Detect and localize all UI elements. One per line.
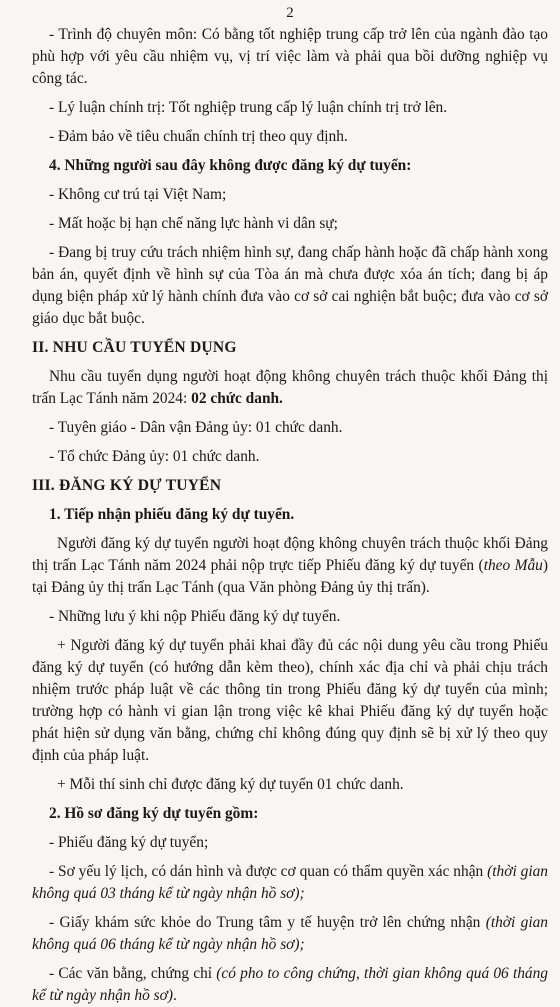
section-registration: III. ĐĂNG KÝ DỰ TUYỂN xyxy=(32,477,222,494)
recruitment-count: 02 chức danh. xyxy=(191,390,283,407)
requirement-political-theory: - Lý luận chính trị: Tốt nghiệp trung cấp lý luận chính trị trở lên. xyxy=(49,99,448,116)
dossier-certificates-end: . xyxy=(173,987,177,1004)
dossier-resume-a: - Sơ yếu lý lịch, có dán hình và được cơ quan có thẩm quyền xác nhận xyxy=(49,863,488,880)
dossier-resume-note: (thời gian không quá 03 tháng kể từ ngày nhận hồ sơ); xyxy=(32,863,548,902)
ineligible-capacity: - Mất hoặc bị hạn chế năng lực hành vi dân sự; xyxy=(49,215,338,232)
note-one-position: + Mỗi thí sinh chỉ được đăng ký dự tuyển 01 chức danh. xyxy=(57,776,404,793)
dossier-certificates xyxy=(32,963,548,1007)
dossier-resume xyxy=(32,861,548,905)
ineligible-residence: - Không cư trú tại Việt Nam; xyxy=(49,186,227,203)
recruitment-needs-body: Nhu cầu tuyển dụng người hoạt động không chuyên trách thuộc khối Đảng thị trấn Lạc Tánh năm 2024: xyxy=(32,368,548,407)
receive-form-text xyxy=(32,533,548,599)
dossier-form: - Phiếu đăng ký dự tuyển; xyxy=(49,834,209,851)
section-recruitment-needs: II. NHU CẦU TUYỂN DỤNG xyxy=(32,339,237,356)
receive-form-template: theo Mẫu xyxy=(483,557,543,574)
note-declaration: + Người đăng ký dự tuyển phải khai đầy đủ các nội dung yêu cầu trong Phiếu đăng ký dự tuyển (có hướng dẫn kèm theo), chính xác địa chỉ và phải chịu trách nhiệm trước pháp luật về các thông tin trong Phiếu đăng ký dự tuyển của mình; trường hợp có hành vi gian lận trong việc kê khai Phiếu đăng ký dự tuyển hoặc phát hiện sử dụng văn bằng, chứng chỉ không đúng quy định sẽ bị xử lý theo quy định của pháp luật. xyxy=(32,637,548,764)
heading-dossier: 2. Hồ sơ đăng ký dự tuyển gồm: xyxy=(49,805,259,822)
heading-receive-form: 1. Tiếp nhận phiếu đăng ký dự tuyển. xyxy=(49,506,295,523)
receive-form-b: ) tại Đảng ủy thị trấn Lạc Tánh (qua Văn phòng Đảng ủy thị trấn). xyxy=(32,557,548,596)
heading-ineligible: 4. Những người sau đây không được đăng ký dự tuyển: xyxy=(49,157,412,174)
position-organization: - Tổ chức Đảng ủy: 01 chức danh. xyxy=(49,448,260,465)
dossier-certificates-a: - Các văn bằng, chứng chỉ xyxy=(49,965,217,982)
requirement-political-standard: - Đảm bảo về tiêu chuẩn chính trị theo quy định. xyxy=(49,128,348,145)
dossier-certificates-note: (có pho to công chứng, thời gian không quá 06 tháng kể từ ngày nhận hồ sơ) xyxy=(32,965,548,1004)
dossier-health-note: (thời gian không quá 06 tháng kể từ ngày nhận hồ sơ); xyxy=(32,914,548,953)
notes-heading: - Những lưu ý khi nộp Phiếu đăng ký dự tuyển. xyxy=(49,608,341,625)
requirement-professional: - Trình độ chuyên môn: Có bằng tốt nghiệp trung cấp trở lên của ngành đào tạo phù hợp với yêu cầu nhiệm vụ, vị trí việc làm và phải qua bồi dưỡng nghiệp vụ công tác. xyxy=(32,26,548,87)
ineligible-criminal: - Đang bị truy cứu trách nhiệm hình sự, đang chấp hành hoặc đã chấp hành xong bản án, quyết định về hình sự của Tòa án mà chưa được xóa án tích; đang bị áp dụng biện pháp xử lý hành chính đưa vào cơ sở cai nghiện bắt buộc; đưa vào cơ sở giáo dục bắt buộc. xyxy=(32,244,548,327)
page-number: 2 xyxy=(286,5,294,21)
receive-form-a: Người đăng ký dự tuyển người hoạt động không chuyên trách thuộc khối Đảng thị trấn Lạc Tánh năm 2024 phải nộp trực tiếp Phiếu đăng ký dự tuyển ( xyxy=(32,535,548,574)
dossier-health xyxy=(32,912,548,956)
position-propaganda: - Tuyên giáo - Dân vận Đảng ủy: 01 chức danh. xyxy=(49,419,343,436)
dossier-health-a: - Giấy khám sức khỏe do Trung tâm y tế huyện trở lên chứng nhận xyxy=(49,914,486,931)
recruitment-needs-text xyxy=(32,366,548,410)
